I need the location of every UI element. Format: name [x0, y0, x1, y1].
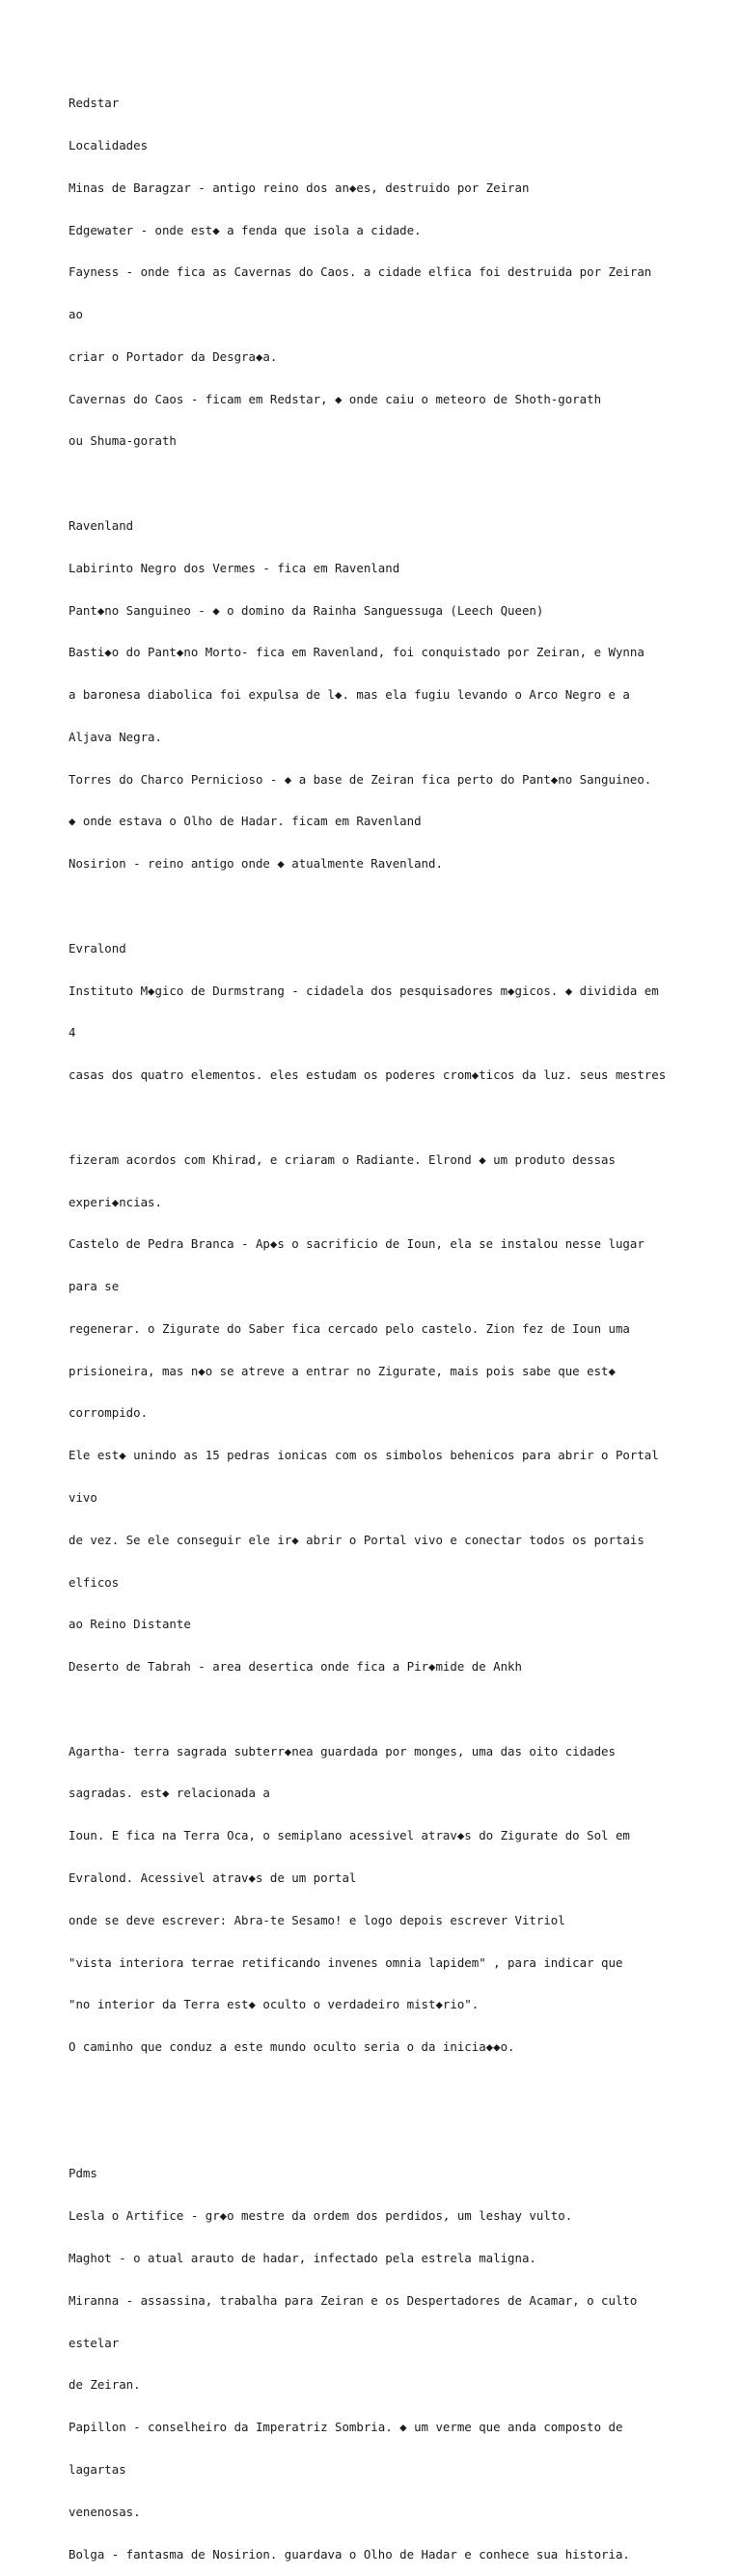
- text-line: onde se deve escrever: Abra-te Sesamo! e logo depois escrever Vitriol: [69, 1912, 565, 1927]
- text-line: Deserto de Tabrah - area desertica onde fica a Pir◆mide de Ankh: [69, 1659, 522, 1675]
- text-line: ao: [69, 307, 83, 322]
- text-line: Fayness - onde fica as Cavernas do Caos. a cidade elfica foi destruida por Zeiran: [69, 264, 652, 280]
- text-line: Torres do Charco Pernicioso - ◆ a base de Zeiran fica perto do Pant◆no Sanguineo.: [69, 771, 652, 787]
- text-line: Bolga - fantasma de Nosirion. guardava o Olho de Hadar e conhece sua historia.: [69, 2546, 630, 2562]
- text-line: Minas de Baragzar - antigo reino dos an◆es, destruido por Zeiran: [69, 180, 530, 195]
- text-line: Lesla o Artifice - gr◆o mestre da ordem dos perdidos, um leshay vulto.: [69, 2208, 573, 2224]
- blank-line: [69, 1703, 725, 1717]
- text-line: "no interior da Terra est◆ oculto o verdadeiro mist◆rio".: [69, 1997, 480, 2012]
- document-page: [69, 69, 725, 2576]
- text-line: regenerar. o Zigurate do Saber fica cercado pelo castelo. Zion fez de Ioun uma: [69, 1320, 630, 1336]
- section-heading: Evralond: [69, 940, 126, 956]
- text-line: experi◆ncias.: [69, 1194, 162, 1209]
- blank-line: [69, 1111, 725, 1125]
- text-line: de Zeiran.: [69, 2377, 141, 2393]
- text-line: Nosirion - reino antigo onde ◆ atualmente Ravenland.: [69, 856, 443, 872]
- text-line: corrompido.: [69, 1405, 149, 1421]
- blank-line: [69, 2125, 725, 2140]
- text-line: elficos: [69, 1574, 120, 1590]
- blank-line: [69, 900, 725, 914]
- text-line: Basti◆o do Pant◆no Morto- fica em Ravenland, foi conquistado por Zeiran, e Wynna: [69, 645, 645, 660]
- text-line: sagradas. est◆ relacionada a: [69, 1786, 270, 1801]
- text-line: criar o Portador da Desgra◆a.: [69, 348, 278, 364]
- blank-line: [69, 2083, 725, 2097]
- text-line: vivo: [69, 1489, 97, 1505]
- text-line: Labirinto Negro dos Vermes - fica em Ravenland: [69, 560, 400, 575]
- text-line: venenosas.: [69, 2504, 141, 2519]
- text-line: de vez. Se ele conseguir ele ir◆ abrir o Portal vivo e conectar todos os portais: [69, 1532, 645, 1547]
- section-heading: Pdms: [69, 2166, 97, 2181]
- text-line: casas dos quatro elementos. eles estudam os poderes crom◆ticos da luz. seus mestres: [69, 1067, 667, 1083]
- text-line: Edgewater - onde est◆ a fenda que isola a cidade.: [69, 222, 422, 237]
- text-line: prisioneira, mas n◆o se atreve a entrar no Zigurate, mais pois sabe que est◆: [69, 1363, 616, 1378]
- text-line: Ioun. E fica na Terra Oca, o semiplano acessivel atrav◆s do Zigurate do Sol em: [69, 1828, 630, 1843]
- text-line: Maghot - o atual arauto de hadar, infectado pela estrela maligna.: [69, 2251, 536, 2266]
- text-line: 4: [69, 1025, 76, 1040]
- text-line: Papillon - conselheiro da Imperatriz Sombria. ◆ um verme que anda composto de: [69, 2420, 623, 2435]
- text-line: Aljava Negra.: [69, 729, 162, 744]
- text-line: ou Shuma-gorath: [69, 433, 177, 449]
- text-line: O caminho que conduz a este mundo oculto seria o da inicia◆◆o.: [69, 2039, 515, 2055]
- text-line: lagartas: [69, 2461, 126, 2477]
- text-line: a baronesa diabolica foi expulsa de l◆. mas ela fugiu levando o Arco Negro e a: [69, 687, 630, 703]
- text-line: "vista interiora terrae retificando invenes omnia lapidem" , para indicar que: [69, 1954, 623, 1970]
- text-line: ◆ onde estava o Olho de Hadar. ficam em Ravenland: [69, 814, 422, 829]
- text-line: Pant◆no Sanguineo - ◆ o domino da Rainha Sanguessuga (Leech Queen): [69, 602, 544, 618]
- text-line: Castelo de Pedra Branca - Ap◆s o sacrificio de Ioun, ela se instalou nesse lugar: [69, 1236, 645, 1252]
- text-line: Cavernas do Caos - ficam em Redstar, ◆ onde caiu o meteoro de Shoth-gorath: [69, 391, 602, 406]
- text-line: fizeram acordos com Khirad, e criaram o Radiante. Elrond ◆ um produto dessas: [69, 1151, 616, 1167]
- text-line: Ele est◆ unindo as 15 pedras ionicas com os simbolos behenicos para abrir o Portal: [69, 1448, 659, 1463]
- text-line: Redstar: [69, 96, 120, 111]
- text-line: Instituto M◆gico de Durmstrang - cidadela dos pesquisadores m◆gicos. ◆ dividida em: [69, 983, 659, 998]
- text-line: ao Reino Distante: [69, 1617, 191, 1632]
- text-line: Evralond. Acessivel atrav◆s de um portal: [69, 1870, 357, 1885]
- section-heading: Ravenland: [69, 518, 134, 533]
- text-line: estelar: [69, 2335, 120, 2350]
- text-line: para se: [69, 1279, 120, 1294]
- text-line: Agartha- terra sagrada subterr◆nea guardada por monges, uma das oito cidades: [69, 1743, 616, 1759]
- text-line: Localidades: [69, 137, 149, 152]
- blank-line: [69, 477, 725, 491]
- text-line: Miranna - assassina, trabalha para Zeiran e os Despertadores de Acamar, o culto: [69, 2292, 638, 2308]
